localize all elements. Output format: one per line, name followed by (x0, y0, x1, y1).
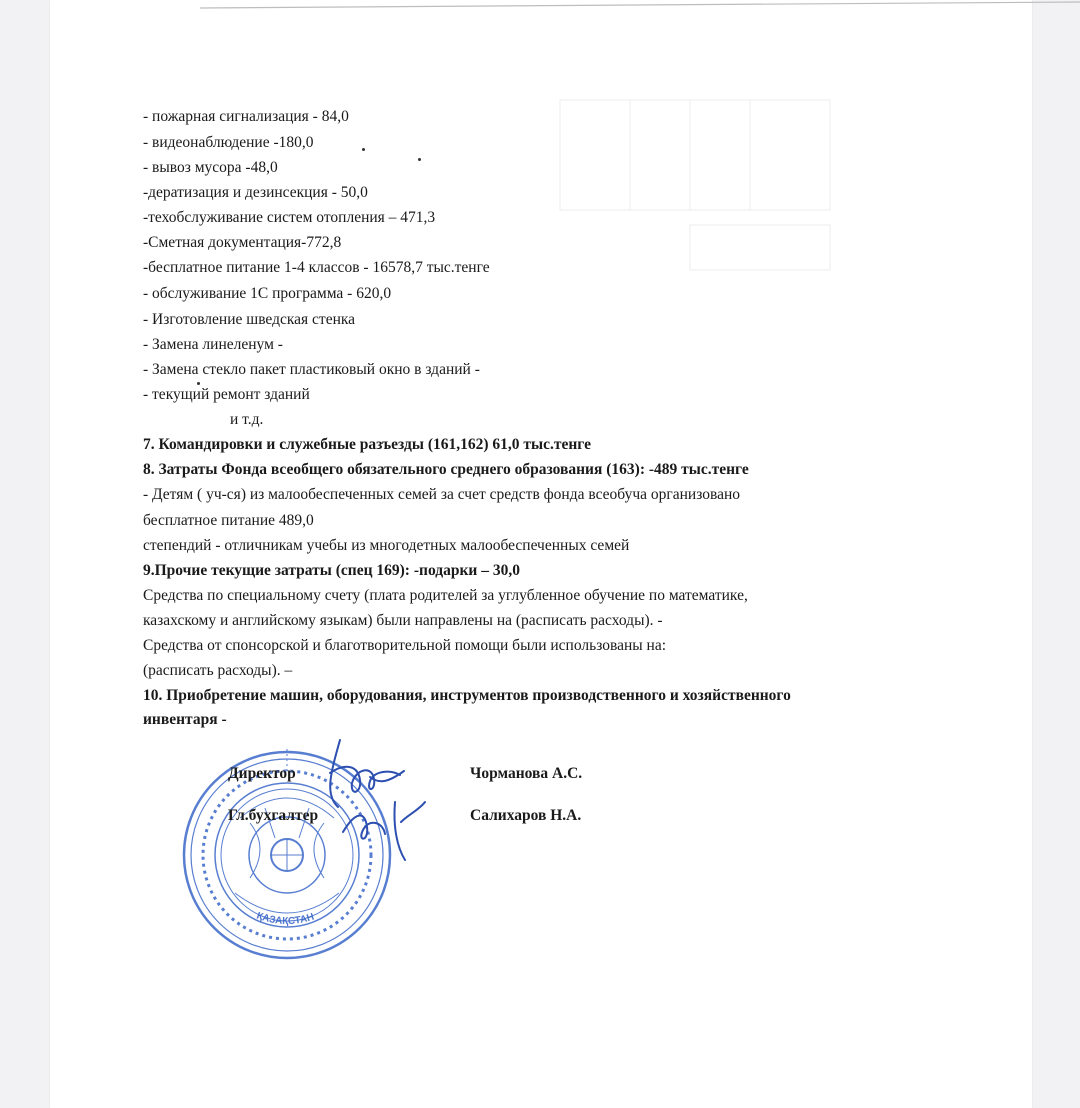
text-line: степендий - отличникам учебы из многодетных малообеспеченных семей (143, 537, 630, 554)
scan-edge (200, 0, 1080, 10)
text-line: - пожарная сигнализация - 84,0 (143, 108, 349, 125)
text-line: - Детям ( уч-ся) из малообеспеченных семей за счет средств фонда всеобуча организовано (143, 486, 741, 503)
text-line: - обслуживание 1С программа - 620,0 (143, 285, 392, 302)
section-heading: 8. Затраты Фонда всеобщего обязательного среднего образования (163): -489 тыс.тенге (143, 461, 749, 478)
left-margin (0, 0, 50, 1108)
scan-speck (362, 148, 365, 151)
right-margin (1032, 0, 1080, 1108)
section-heading: 7. Командировки и служебные разъезды (161,162) 61,0 тыс.тенге (143, 436, 591, 453)
scan-speck (418, 158, 421, 161)
text-line: - текущий ремонт зданий (143, 386, 310, 403)
text-line: и т.д. (230, 411, 264, 428)
text-line: Средства по специальному счету (плата родителей за углубленное обучение по математике, (143, 587, 748, 604)
bleed-through-table (500, 60, 860, 290)
text-line: (расписать расходы). – (143, 662, 293, 679)
text-line: - Замена стекло пакет пластиковый окно в зданий - (143, 361, 480, 378)
text-line: Средства от спонсорской и благотворительной помощи были использованы на: (143, 637, 667, 654)
text-line: - Замена линеленум - (143, 336, 283, 353)
accountant-name: Салихаров Н.А. (470, 807, 582, 824)
accountant-label: Гл.бухгалтер (228, 807, 319, 824)
text-line: казахскому и английскому языкам) были направлены на (расписать расходы). - (143, 612, 663, 629)
text-line: -дератизация и дезинсекция - 50,0 (143, 184, 368, 201)
text-line: - вывоз мусора -48,0 (143, 159, 278, 176)
text-line: - видеонаблюдение -180,0 (143, 134, 314, 151)
text-line: - Изготовление шведская стенка (143, 311, 356, 328)
section-heading: 9.Прочие текущие затраты (спец 169): -подарки – 30,0 (143, 562, 520, 579)
scan-speck (197, 382, 200, 385)
accountant-signature (335, 792, 435, 867)
section-heading: 10. Приобретение машин, оборудования, инструментов производственного и хозяйственного (143, 687, 791, 704)
director-name: Чорманова А.С. (470, 765, 583, 782)
section-heading: инвентаря - (143, 711, 227, 728)
text-line: -техобслуживание систем отопления – 471,3 (143, 209, 436, 226)
stamp-country-text: ҚАЗАҚСТАН (255, 910, 316, 928)
text-line: -бесплатное питание 1-4 классов - 16578,7 тыс.тенге (143, 259, 490, 276)
text-line: -Сметная документация-772,8 (143, 234, 342, 251)
director-label: Директор (228, 765, 296, 782)
text-line: бесплатное питание 489,0 (143, 512, 314, 529)
